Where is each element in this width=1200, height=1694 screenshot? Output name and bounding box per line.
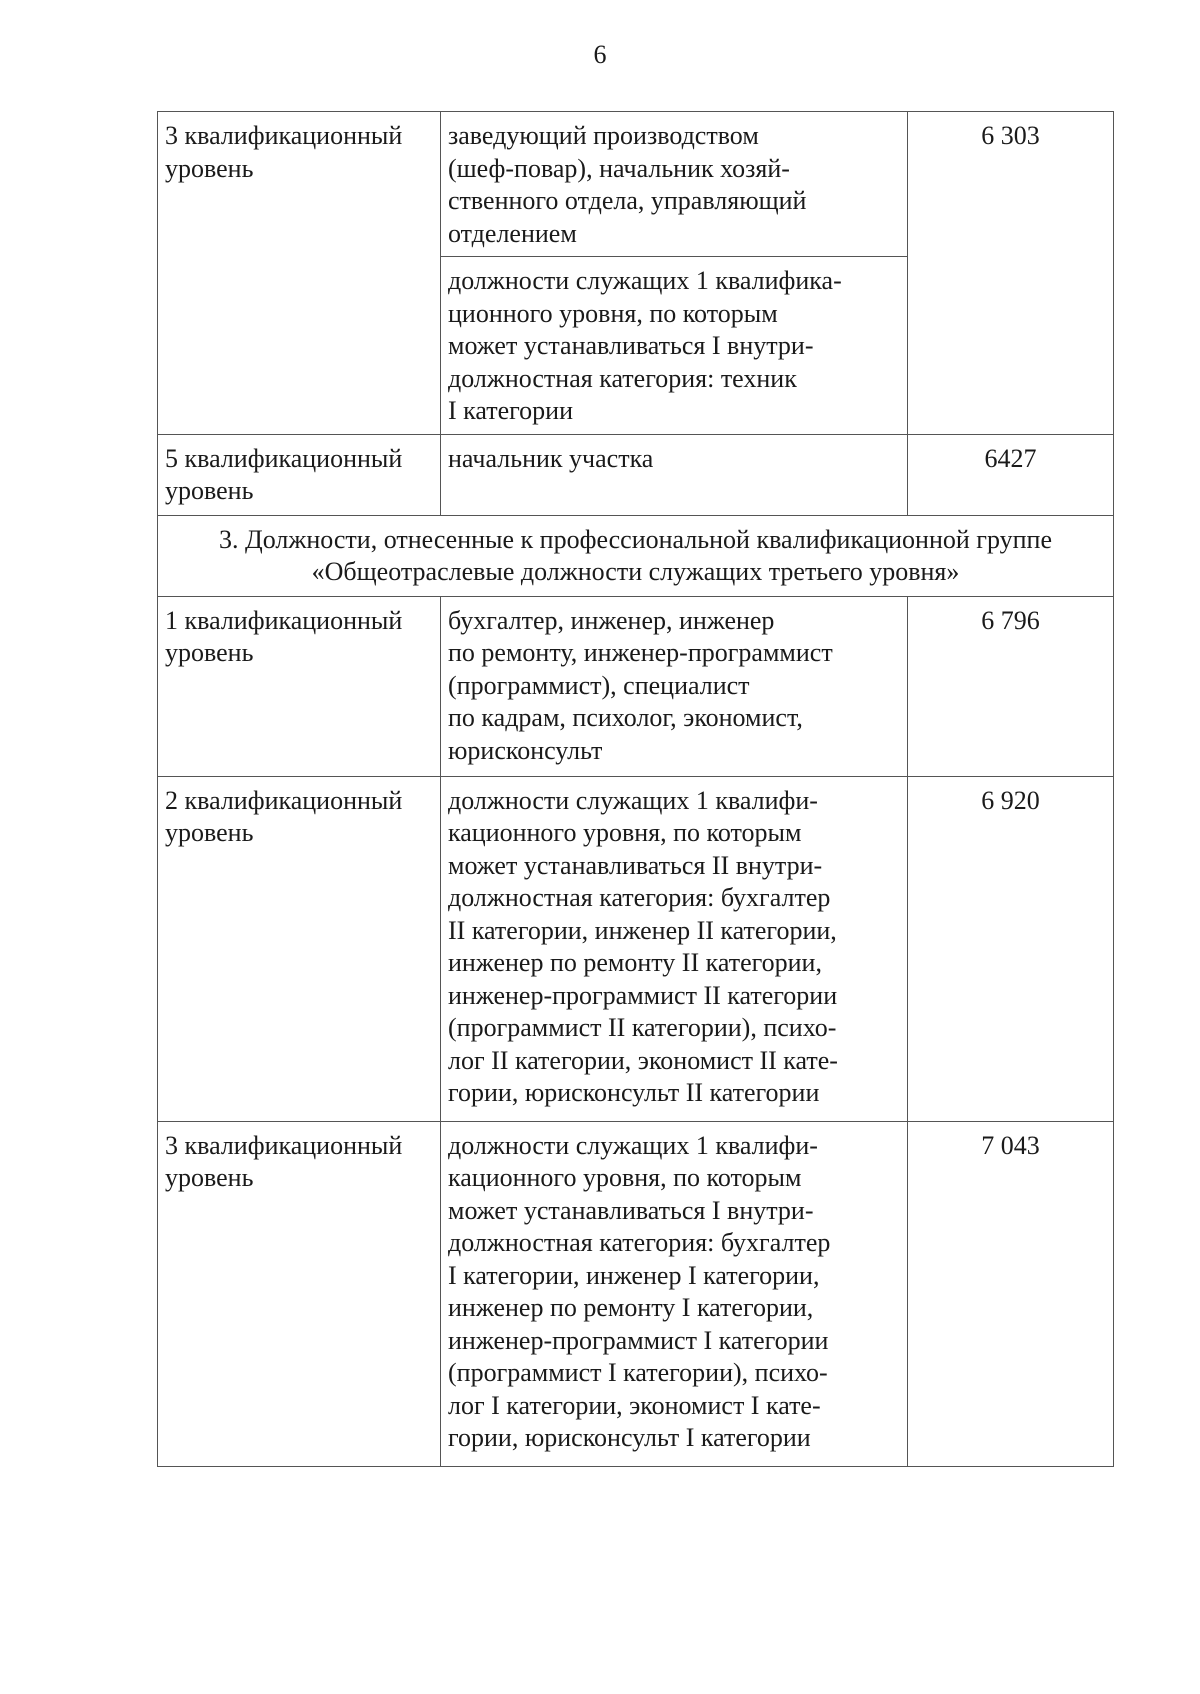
positions-cell xyxy=(441,596,908,776)
positions-cell xyxy=(441,434,908,515)
salary-value: 6427 xyxy=(984,443,1037,473)
positions-text: кационного уровня, по которым xyxy=(448,1163,802,1192)
salary-cell xyxy=(908,112,1114,435)
positions-text: гории, юрисконсульт II категории xyxy=(448,1078,820,1107)
positions-text: должностная категория: техник xyxy=(448,363,797,393)
positions-text: лог II категории, экономист II кате- xyxy=(448,1045,838,1075)
positions-text: лог I категории, экономист I кате- xyxy=(448,1390,821,1420)
page-number: 6 xyxy=(593,40,607,69)
level-text: уровень xyxy=(165,476,254,505)
positions-text: заведующий производством xyxy=(448,121,759,150)
level-text: 3 квалификационный xyxy=(165,1130,403,1160)
positions-text: по кадрам, психолог, экономист, xyxy=(448,703,803,732)
salary-cell xyxy=(908,596,1114,776)
positions-text: инженер по ремонту II категории, xyxy=(448,948,822,977)
positions-text: инженер-программист I категории xyxy=(448,1325,829,1355)
positions-text: должностная категория: бухгалтер xyxy=(448,1228,831,1257)
positions-text: (программист), специалист xyxy=(448,670,750,700)
level-text: 5 квалификационный xyxy=(165,443,403,473)
salary-cell xyxy=(908,776,1114,1121)
salary-value: 6 796 xyxy=(981,605,1040,635)
salary-cell xyxy=(908,1121,1114,1466)
positions-text: инженер по ремонту I категории, xyxy=(448,1293,814,1322)
positions-text: инженер-программист II категории xyxy=(448,980,838,1010)
level-text: уровень xyxy=(165,1163,254,1192)
table-row xyxy=(158,596,1114,776)
positions-text: по ремонту, инженер-программист xyxy=(448,638,833,667)
positions-text: юрисконсульт xyxy=(448,735,603,765)
group-heading-cell xyxy=(158,515,1114,596)
positions-text: должности служащих 1 квалифи- xyxy=(448,785,818,815)
level-text: уровень xyxy=(165,153,254,183)
positions-text: ционного уровня, по которым xyxy=(448,298,778,328)
group-heading-text: 3. Должности, отнесенные к профессиональной квалификационной группе xyxy=(218,524,1052,554)
positions-cell xyxy=(441,1121,908,1466)
qualification-level-cell xyxy=(158,434,441,515)
qualification-level-cell xyxy=(158,112,441,435)
positions-text: должности служащих 1 квалифи- xyxy=(448,1130,818,1160)
qualification-level-cell xyxy=(158,1121,441,1466)
qualification-level-cell xyxy=(158,776,441,1121)
positions-text: может устанавливаться II внутри- xyxy=(448,850,823,880)
positions-text: ственного отдела, управляющий xyxy=(448,186,807,215)
level-text: уровень xyxy=(165,818,254,847)
positions-text: может устанавливаться I внутри- xyxy=(448,1195,814,1225)
positions-text: (программист I категории), психо- xyxy=(448,1358,828,1387)
positions-cell xyxy=(441,112,908,257)
salary-value: 7 043 xyxy=(981,1130,1040,1160)
group-heading-row xyxy=(158,515,1114,596)
salary-table xyxy=(157,111,1114,1467)
salary-cell xyxy=(908,434,1114,515)
positions-text: (шеф-повар), начальник хозяй- xyxy=(448,153,790,183)
positions-text: бухгалтер, инженер, инженер xyxy=(448,605,775,635)
positions-cell xyxy=(441,776,908,1121)
positions-text: I категории, инженер I категории, xyxy=(448,1260,820,1290)
level-text: уровень xyxy=(165,638,254,667)
positions-text: гории, юрисконсульт I категории xyxy=(448,1423,811,1452)
salary-value: 6 303 xyxy=(981,121,1040,150)
positions-text: отделением xyxy=(448,218,577,248)
qualification-level-cell xyxy=(158,596,441,776)
level-text: 3 квалификационный xyxy=(165,121,403,150)
positions-text: должностная категория: бухгалтер xyxy=(448,883,831,912)
positions-text: может устанавливаться I внутри- xyxy=(448,331,814,360)
positions-text: должности служащих 1 квалифика- xyxy=(448,266,842,295)
positions-text: (программист II категории), психо- xyxy=(448,1013,837,1042)
table-row xyxy=(158,434,1114,515)
positions-text: II категории, инженер II категории, xyxy=(448,915,837,945)
group-heading-text: «Общеотраслевые должности служащих третьего уровня» xyxy=(311,557,960,586)
positions-text: кационного уровня, по которым xyxy=(448,818,802,847)
table-row xyxy=(158,776,1114,1121)
salary-value: 6 920 xyxy=(981,785,1040,815)
positions-text: начальник участка xyxy=(448,443,654,473)
level-text: 1 квалификационный xyxy=(165,605,403,635)
positions-text: I категории xyxy=(448,396,574,425)
table-row xyxy=(158,112,1114,257)
level-text: 2 квалификационный xyxy=(165,785,403,815)
positions-cell xyxy=(441,257,908,435)
table-row xyxy=(158,1121,1114,1466)
